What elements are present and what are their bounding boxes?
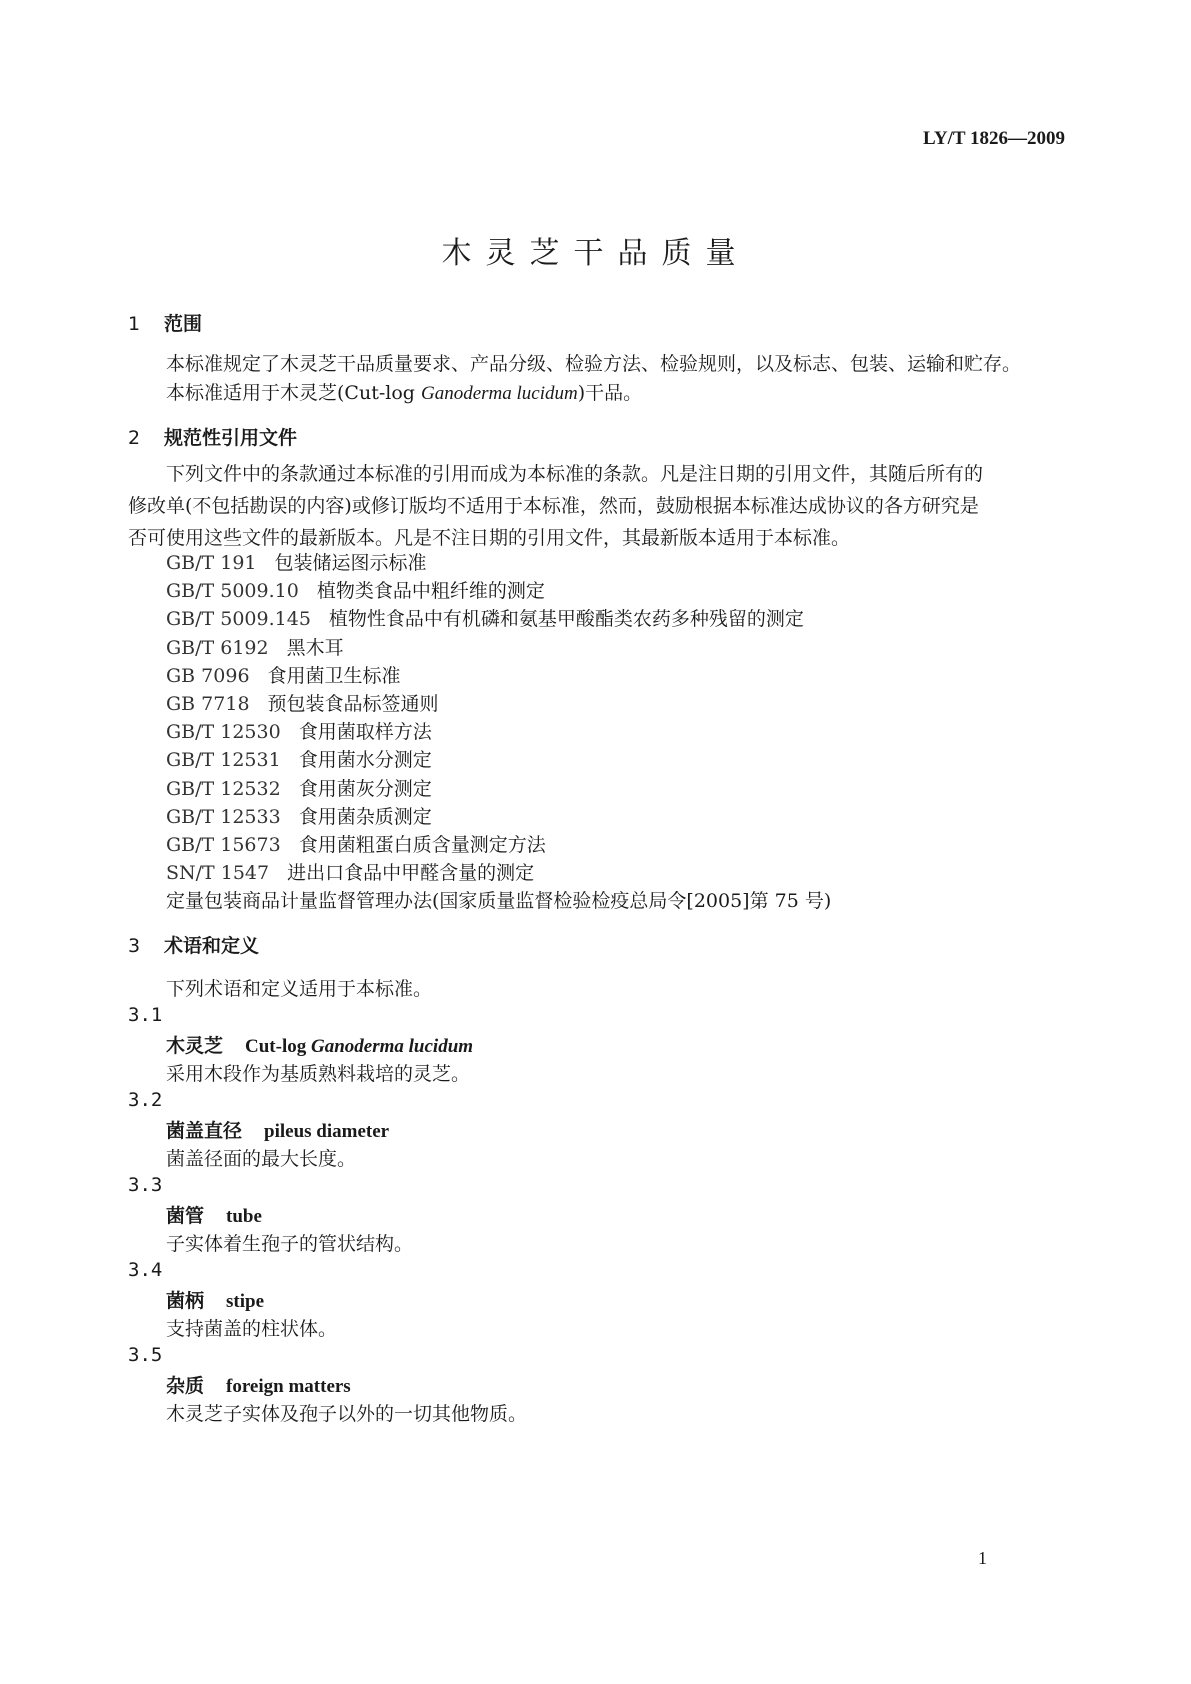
reference-item (166, 717, 432, 744)
reference-item (166, 858, 534, 885)
reference-title: 食用菌卫生标准 (267, 664, 401, 687)
reference-code: SN/T 1547 (166, 862, 270, 885)
text-fragment: 本标准适用于木灵芝(Cut-log (166, 382, 421, 404)
reference-code: GB 7096 (166, 664, 250, 687)
reference-code: GB/T 15673 (166, 834, 281, 856)
term-definition: 木灵芝子实体及孢子以外的一切其他物质。 (166, 1403, 528, 1425)
term-english-latin: Ganoderma lucidum (311, 1036, 474, 1057)
term-english (245, 1036, 473, 1057)
term-heading (166, 1031, 473, 1058)
reference-item (166, 774, 432, 801)
term-english-text: pileus diameter (264, 1121, 390, 1142)
reference-code: GB/T 6192 (166, 636, 269, 659)
term-chinese: 杂质 (166, 1375, 205, 1397)
reference-item (166, 830, 546, 857)
reference-title: 食用菌水分测定 (298, 749, 432, 772)
text-fragment: )干品。 (577, 382, 643, 404)
reference-title: 食用菌粗蛋白质含量测定方法 (298, 834, 546, 856)
reference-code: GB 7718 (166, 693, 250, 715)
reference-title: 包装储运图示标准 (274, 552, 427, 574)
section-1-heading (128, 309, 202, 336)
section-2-heading (128, 423, 297, 450)
section-title: 术语和定义 (164, 935, 260, 957)
reference-title: 植物性食品中有机磷和氨基甲酸酯类农药多种残留的测定 (328, 608, 804, 631)
term-number: 3.2 (128, 1089, 163, 1111)
term-chinese: 菌盖直径 (166, 1120, 243, 1142)
section-1-paragraph-2 (166, 378, 642, 405)
reference-code: GB/T 12530 (166, 721, 281, 744)
reference-item (166, 802, 432, 829)
section-number: 3 (128, 935, 141, 957)
reference-code: GB/T 5009.145 (166, 608, 311, 631)
term-definition: 子实体着生孢子的管状结构。 (166, 1233, 414, 1255)
latin-name: Ganoderma lucidum (420, 383, 578, 404)
reference-title: 食用菌杂质测定 (298, 805, 432, 828)
reference-code: GB/T 12532 (166, 777, 281, 800)
reference-code: GB/T 12533 (166, 805, 281, 828)
term-number: 3.5 (128, 1344, 163, 1366)
reference-code: GB/T 5009.10 (166, 580, 299, 603)
reference-item (166, 633, 344, 660)
term-english (226, 1291, 264, 1312)
term-heading (166, 1201, 262, 1228)
term-chinese: 菌管 (166, 1205, 205, 1227)
term-definition: 采用木段作为基质熟料栽培的灵芝。 (166, 1063, 471, 1085)
section-title: 范围 (164, 313, 203, 335)
reference-title: 进出口食品中甲醛含量的测定 (287, 862, 535, 885)
term-number: 3.1 (128, 1004, 163, 1026)
reference-item (166, 548, 427, 575)
term-definition: 支持菌盖的柱状体。 (166, 1318, 338, 1340)
reference-title: 植物类食品中粗纤维的测定 (316, 580, 545, 603)
reference-item (166, 661, 401, 688)
section-title: 规范性引用文件 (164, 427, 298, 449)
section-number: 2 (128, 427, 141, 449)
term-heading (166, 1286, 264, 1313)
reference-last: 定量包装商品计量监督管理办法(国家质量监督检验检疫总局令[2005]第 75 号) (166, 890, 832, 912)
term-english-text: Cut-log (245, 1036, 311, 1057)
reference-title: 黑木耳 (286, 636, 344, 659)
section-3-heading (128, 931, 259, 958)
section-2-intro: 下列文件中的条款通过本标准的引用而成为本标准的条款。凡是注日期的引用文件，其随后所有的修改单(不包括勘误的内容)或修订版均不适用于本标准，然而，鼓励根据本标准达成协议的各方研究是否可使用这些文件的最新版本。凡是不注日期的引用文件，其最新版本适用于本标准。 (128, 463, 984, 549)
term-definition: 菌盖径面的最大长度。 (166, 1148, 357, 1170)
term-chinese: 木灵芝 (166, 1035, 224, 1057)
page-number: 1 (978, 1548, 987, 1568)
reference-code: GB/T 12531 (166, 749, 281, 772)
term-chinese: 菌柄 (166, 1290, 205, 1312)
term-heading (166, 1116, 389, 1143)
term-english (226, 1376, 351, 1397)
term-number: 3.3 (128, 1174, 163, 1196)
reference-item (166, 576, 545, 603)
reference-item (166, 745, 432, 772)
reference-item (166, 604, 804, 631)
term-heading (166, 1371, 351, 1398)
term-english (226, 1206, 262, 1227)
section-number: 1 (128, 313, 141, 335)
term-number: 3.4 (128, 1259, 163, 1281)
term-english-text: foreign matters (226, 1376, 351, 1397)
reference-title: 食用菌取样方法 (298, 721, 432, 744)
reference-title: 预包装食品标签通则 (267, 693, 439, 715)
section-1-paragraph-1: 本标准规定了木灵芝干品质量要求、产品分级、检验方法、检验规则，以及标志、包装、运输和贮存。 (166, 353, 1022, 375)
standard-code: LY/T 1826—2009 (922, 128, 1065, 149)
reference-code: GB/T 191 (166, 552, 257, 574)
term-english (264, 1121, 389, 1142)
term-english-text: stipe (226, 1291, 265, 1312)
reference-item (166, 689, 439, 716)
term-english-text: tube (226, 1206, 262, 1227)
page-title: 木灵芝干品质量 (441, 236, 750, 271)
reference-title: 食用菌灰分测定 (298, 777, 432, 800)
section-3-intro: 下列术语和定义适用于本标准。 (166, 978, 433, 1000)
